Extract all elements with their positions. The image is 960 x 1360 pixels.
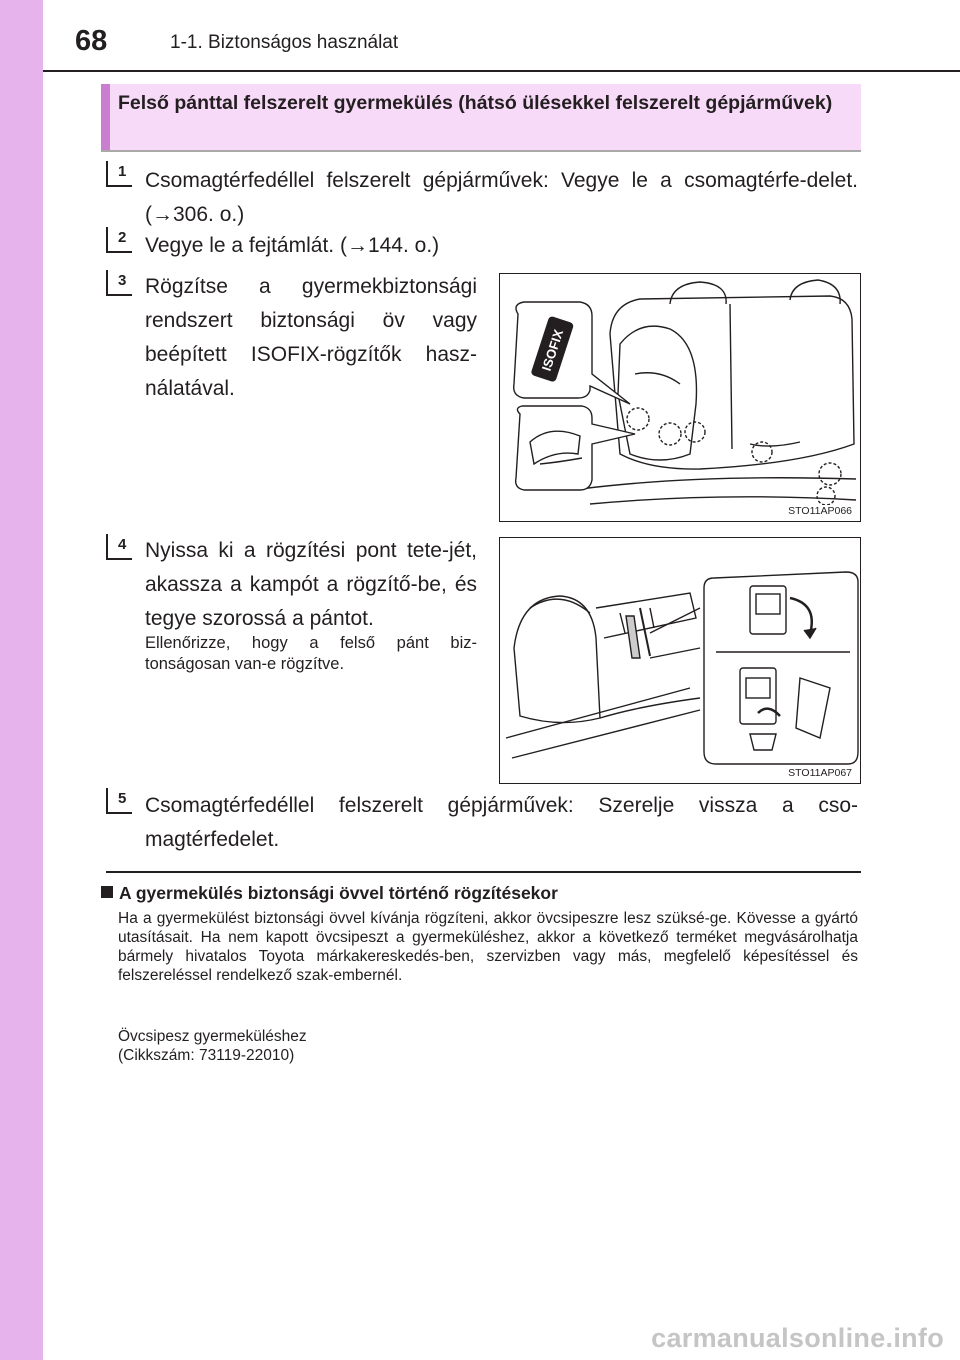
info-paragraph-1: Ha a gyermekülést biztonsági övvel kívánja rögzíteni, akkor övcsipeszre lesz szüksé-ge. Kövesse a gyártó utasításait. Ha nem kapott övcsipeszt a gyermeküléshez, akkor a következő terméket megvásárolhatja bármely hivatalos Toyota márkakereskedés-ben, szervizben vagy más, megfelelő képesítéssel és felszereléssel rendelkező szak-embernél. [118,910,858,984]
info-part-name: Övcsipesz gyermeküléshez [118,1028,307,1045]
figure-code-1: STO11AP066 [788,505,852,517]
side-color-band [0,0,43,1360]
figure-code-2: STO11AP067 [788,767,852,779]
section-heading: Felső pánttal felszerelt gyermekülés (hátsó ülésekkel felszerelt gépjárművek) [118,92,833,114]
square-bullet-icon [101,886,113,898]
step-text-2: Vegye le a fejtámlát. (→144. o.) [145,234,440,257]
info-heading-text: A gyermekülés biztonsági övvel történő rögzítésekor [119,883,558,903]
watermark: carmanualsonline.info [651,1323,944,1353]
step-text-5: Csomagtérfedéllel felszerelt gépjárművek: Szerelje vissza a cso-magtérfedelet. [145,794,858,851]
step-number-5: 5 [106,788,132,814]
page-number: 68 [75,25,108,57]
step-note-4: Ellenőrizze, hogy a felső pánt biz-tonságosan van-e rögzítve. [145,634,477,673]
step-text-3: Rögzítse a gyermekbiztonsági rendszert biztonsági öv vagy beépített ISOFIX-rögzítők hasz-nálatával. [145,275,477,400]
step-text-4: Nyissa ki a rögzítési pont tete-jét, akassza a kampót a rögzítő-be, és tegye szorossá a pántot. [145,539,477,630]
figure-isofix-anchors [499,273,861,522]
section-title: 1-1. Biztonságos használat [170,32,399,53]
step-text-1: Csomagtérfedéllel felszerelt gépjárművek: Vegye le a csomagtérfe-delet. (→306. o.) [145,169,858,226]
info-heading [101,882,558,904]
heading-accent-bar [101,84,110,150]
step-number-1: 1 [106,161,132,187]
rear-seat-illustration [500,274,859,520]
tether-anchor-illustration [500,538,859,782]
info-part-number: (Cikkszám: 73119-22010) [118,1047,295,1064]
header-rule [43,70,960,72]
step-number-4: 4 [106,534,132,560]
step-number-2: 2 [106,227,132,253]
section-heading-box [101,84,861,152]
info-section-rule [106,871,861,873]
figure-tether-anchor [499,537,861,784]
isofix-label: ISOFIX [538,327,567,373]
step-number-3: 3 [106,270,132,296]
